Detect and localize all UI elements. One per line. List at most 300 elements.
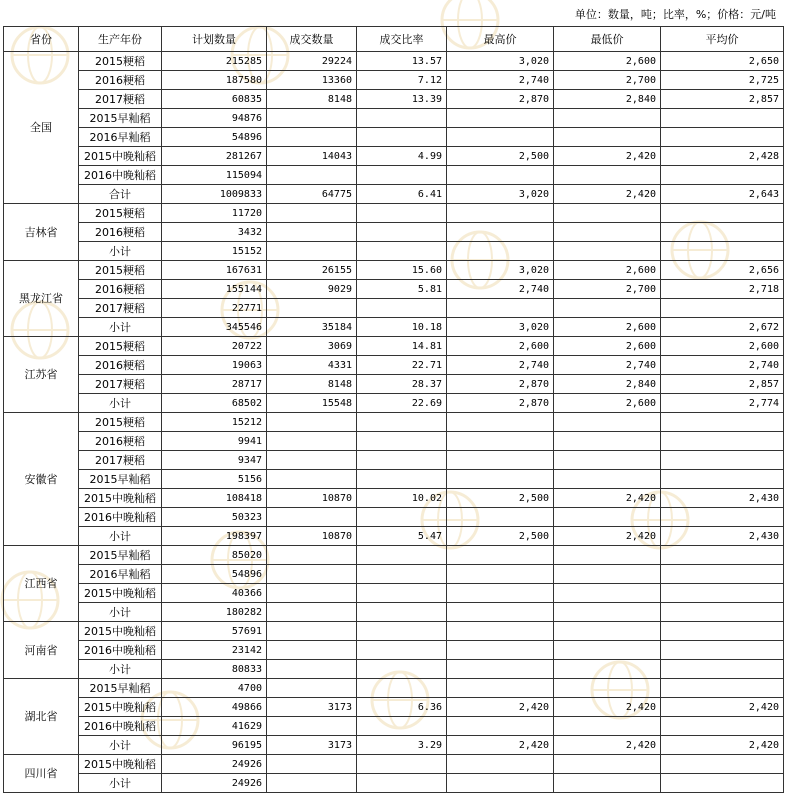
header-traded: 成交数量 (267, 27, 357, 52)
planned-cell: 15152 (162, 242, 267, 261)
min-price-cell (554, 717, 661, 736)
planned-cell: 167631 (162, 261, 267, 280)
ratio-cell: 14.81 (357, 337, 447, 356)
max-price-cell: 2,600 (447, 337, 554, 356)
traded-cell (267, 755, 357, 774)
province-cell: 吉林省 (4, 204, 79, 261)
min-price-cell: 2,840 (554, 375, 661, 394)
table-row (4, 527, 784, 546)
planned-cell: 60835 (162, 90, 267, 109)
planned-cell: 19063 (162, 356, 267, 375)
max-price-cell (447, 717, 554, 736)
table-row (4, 660, 784, 679)
min-price-cell: 2,600 (554, 52, 661, 71)
traded-cell (267, 508, 357, 527)
min-price-cell: 2,420 (554, 185, 661, 204)
table-row (4, 565, 784, 584)
min-price-cell (554, 679, 661, 698)
planned-cell: 155144 (162, 280, 267, 299)
traded-cell: 3069 (267, 337, 357, 356)
table-row (4, 185, 784, 204)
max-price-cell: 2,740 (447, 71, 554, 90)
planned-cell: 108418 (162, 489, 267, 508)
planned-cell: 40366 (162, 584, 267, 603)
province-cell: 安徽省 (4, 413, 79, 546)
traded-cell (267, 166, 357, 185)
table-row (4, 337, 784, 356)
table-row (4, 166, 784, 185)
traded-cell (267, 679, 357, 698)
avg-price-cell: 2,600 (661, 337, 784, 356)
table-row (4, 489, 784, 508)
year-cell: 2017粳稻 (79, 90, 162, 109)
min-price-cell (554, 128, 661, 147)
planned-cell: 28717 (162, 375, 267, 394)
min-price-cell (554, 755, 661, 774)
min-price-cell: 2,420 (554, 527, 661, 546)
table-row (4, 432, 784, 451)
ratio-cell: 5.81 (357, 280, 447, 299)
max-price-cell (447, 451, 554, 470)
ratio-cell (357, 432, 447, 451)
max-price-cell (447, 223, 554, 242)
avg-price-cell: 2,650 (661, 52, 784, 71)
min-price-cell: 2,600 (554, 318, 661, 337)
table-row (4, 451, 784, 470)
table-row (4, 755, 784, 774)
avg-price-cell: 2,430 (661, 489, 784, 508)
traded-cell: 29224 (267, 52, 357, 71)
ratio-cell (357, 223, 447, 242)
ratio-cell (357, 584, 447, 603)
table-header-row (4, 27, 784, 52)
avg-price-cell (661, 451, 784, 470)
table-row (4, 470, 784, 489)
max-price-cell (447, 641, 554, 660)
min-price-cell (554, 242, 661, 261)
planned-cell: 50323 (162, 508, 267, 527)
ratio-cell: 10.18 (357, 318, 447, 337)
avg-price-cell: 2,672 (661, 318, 784, 337)
table-row (4, 204, 784, 223)
planned-cell: 9347 (162, 451, 267, 470)
planned-cell: 11720 (162, 204, 267, 223)
max-price-cell (447, 413, 554, 432)
ratio-cell (357, 679, 447, 698)
max-price-cell (447, 128, 554, 147)
header-min-price: 最低价 (554, 27, 661, 52)
year-cell: 2015中晚籼稻 (79, 755, 162, 774)
max-price-cell (447, 242, 554, 261)
ratio-cell: 15.60 (357, 261, 447, 280)
ratio-cell (357, 508, 447, 527)
table-row (4, 413, 784, 432)
ratio-cell (357, 204, 447, 223)
traded-cell (267, 565, 357, 584)
max-price-cell: 2,500 (447, 527, 554, 546)
avg-price-cell (661, 223, 784, 242)
planned-cell: 49866 (162, 698, 267, 717)
avg-price-cell (661, 584, 784, 603)
ratio-cell: 7.12 (357, 71, 447, 90)
year-cell: 小计 (79, 527, 162, 546)
province-cell: 四川省 (4, 755, 79, 793)
year-cell: 2015中晚籼稻 (79, 698, 162, 717)
table-row (4, 147, 784, 166)
year-cell: 2017粳稻 (79, 375, 162, 394)
traded-cell (267, 204, 357, 223)
year-cell: 2016粳稻 (79, 223, 162, 242)
planned-cell: 15212 (162, 413, 267, 432)
table-row (4, 356, 784, 375)
min-price-cell: 2,420 (554, 147, 661, 166)
max-price-cell: 3,020 (447, 261, 554, 280)
table-row (4, 546, 784, 565)
ratio-cell (357, 109, 447, 128)
max-price-cell (447, 432, 554, 451)
max-price-cell (447, 204, 554, 223)
planned-cell: 187580 (162, 71, 267, 90)
min-price-cell (554, 470, 661, 489)
year-cell: 合计 (79, 185, 162, 204)
max-price-cell (447, 299, 554, 318)
year-cell: 2016中晚籼稻 (79, 717, 162, 736)
year-cell: 2015粳稻 (79, 413, 162, 432)
table-row (4, 71, 784, 90)
avg-price-cell (661, 204, 784, 223)
max-price-cell (447, 679, 554, 698)
ratio-cell: 3.29 (357, 736, 447, 755)
traded-cell: 10870 (267, 527, 357, 546)
table-row (4, 128, 784, 147)
avg-price-cell: 2,656 (661, 261, 784, 280)
table-row (4, 242, 784, 261)
planned-cell: 215285 (162, 52, 267, 71)
min-price-cell: 2,420 (554, 489, 661, 508)
planned-cell: 198397 (162, 527, 267, 546)
table-row (4, 109, 784, 128)
avg-price-cell: 2,420 (661, 736, 784, 755)
planned-cell: 41629 (162, 717, 267, 736)
avg-price-cell (661, 755, 784, 774)
avg-price-cell (661, 128, 784, 147)
ratio-cell (357, 717, 447, 736)
min-price-cell (554, 660, 661, 679)
planned-cell: 3432 (162, 223, 267, 242)
avg-price-cell (661, 413, 784, 432)
avg-price-cell: 2,643 (661, 185, 784, 204)
table-row (4, 641, 784, 660)
year-cell: 2015粳稻 (79, 261, 162, 280)
year-cell: 小计 (79, 736, 162, 755)
traded-cell (267, 717, 357, 736)
ratio-cell: 5.47 (357, 527, 447, 546)
header-avg-price: 平均价 (661, 27, 784, 52)
min-price-cell: 2,700 (554, 71, 661, 90)
planned-cell: 5156 (162, 470, 267, 489)
planned-cell: 68502 (162, 394, 267, 413)
year-cell: 2015粳稻 (79, 204, 162, 223)
traded-cell (267, 774, 357, 793)
ratio-cell: 10.02 (357, 489, 447, 508)
avg-price-cell (661, 603, 784, 622)
ratio-cell (357, 242, 447, 261)
avg-price-cell (661, 508, 784, 527)
avg-price-cell: 2,857 (661, 90, 784, 109)
ratio-cell: 6.41 (357, 185, 447, 204)
table-row (4, 584, 784, 603)
avg-price-cell (661, 774, 784, 793)
table-row (4, 90, 784, 109)
min-price-cell (554, 432, 661, 451)
min-price-cell: 2,700 (554, 280, 661, 299)
traded-cell (267, 603, 357, 622)
table-row (4, 622, 784, 641)
max-price-cell: 2,500 (447, 489, 554, 508)
min-price-cell (554, 641, 661, 660)
traded-cell (267, 622, 357, 641)
ratio-cell: 4.99 (357, 147, 447, 166)
traded-cell (267, 432, 357, 451)
ratio-cell (357, 622, 447, 641)
traded-cell (267, 413, 357, 432)
traded-cell (267, 546, 357, 565)
province-cell: 江西省 (4, 546, 79, 622)
traded-cell: 4331 (267, 356, 357, 375)
ratio-cell (357, 413, 447, 432)
ratio-cell: 13.39 (357, 90, 447, 109)
avg-price-cell (661, 622, 784, 641)
traded-cell: 8148 (267, 90, 357, 109)
table-body (4, 52, 784, 793)
header-province: 省份 (4, 27, 79, 52)
year-cell: 小计 (79, 603, 162, 622)
min-price-cell (554, 774, 661, 793)
traded-cell: 15548 (267, 394, 357, 413)
ratio-cell: 22.71 (357, 356, 447, 375)
avg-price-cell: 2,718 (661, 280, 784, 299)
min-price-cell (554, 565, 661, 584)
header-max-price: 最高价 (447, 27, 554, 52)
traded-cell: 26155 (267, 261, 357, 280)
max-price-cell: 2,420 (447, 736, 554, 755)
traded-cell: 64775 (267, 185, 357, 204)
unit-note: 单位：数量，吨；比率，%；价格：元/吨 (574, 8, 776, 21)
avg-price-cell (661, 546, 784, 565)
header-planned: 计划数量 (162, 27, 267, 52)
table-row (4, 280, 784, 299)
ratio-cell (357, 660, 447, 679)
max-price-cell: 2,740 (447, 280, 554, 299)
ratio-cell (357, 128, 447, 147)
province-cell: 江苏省 (4, 337, 79, 413)
planned-cell: 22771 (162, 299, 267, 318)
traded-cell (267, 451, 357, 470)
planned-cell: 180282 (162, 603, 267, 622)
min-price-cell: 2,600 (554, 337, 661, 356)
planned-cell: 24926 (162, 755, 267, 774)
table-row (4, 736, 784, 755)
avg-price-cell (661, 679, 784, 698)
traded-cell (267, 109, 357, 128)
year-cell: 2015粳稻 (79, 337, 162, 356)
year-cell: 2016粳稻 (79, 432, 162, 451)
planned-cell: 4700 (162, 679, 267, 698)
province-cell: 湖北省 (4, 679, 79, 755)
table-row (4, 375, 784, 394)
min-price-cell (554, 451, 661, 470)
planned-cell: 345546 (162, 318, 267, 337)
planned-cell: 54896 (162, 565, 267, 584)
traded-cell: 3173 (267, 698, 357, 717)
planned-cell: 57691 (162, 622, 267, 641)
year-cell: 小计 (79, 318, 162, 337)
min-price-cell (554, 166, 661, 185)
year-cell: 2015早籼稻 (79, 679, 162, 698)
table-row (4, 223, 784, 242)
ratio-cell: 22.69 (357, 394, 447, 413)
province-cell: 全国 (4, 52, 79, 204)
year-cell: 小计 (79, 242, 162, 261)
ratio-cell: 6.36 (357, 698, 447, 717)
ratio-cell: 13.57 (357, 52, 447, 71)
min-price-cell: 2,600 (554, 261, 661, 280)
planned-cell: 24926 (162, 774, 267, 793)
ratio-cell (357, 166, 447, 185)
year-cell: 2016粳稻 (79, 71, 162, 90)
ratio-cell (357, 451, 447, 470)
traded-cell: 13360 (267, 71, 357, 90)
avg-price-cell: 2,857 (661, 375, 784, 394)
traded-cell (267, 242, 357, 261)
traded-cell (267, 299, 357, 318)
min-price-cell: 2,840 (554, 90, 661, 109)
year-cell: 2015中晚籼稻 (79, 622, 162, 641)
min-price-cell: 2,420 (554, 698, 661, 717)
traded-cell (267, 223, 357, 242)
planned-cell: 9941 (162, 432, 267, 451)
avg-price-cell: 2,430 (661, 527, 784, 546)
rice-auction-table (3, 26, 784, 793)
ratio-cell (357, 641, 447, 660)
avg-price-cell (661, 641, 784, 660)
year-cell: 小计 (79, 660, 162, 679)
planned-cell: 1009833 (162, 185, 267, 204)
table-row (4, 261, 784, 280)
planned-cell: 115094 (162, 166, 267, 185)
year-cell: 小计 (79, 774, 162, 793)
year-cell: 2015早籼稻 (79, 109, 162, 128)
avg-price-cell: 2,420 (661, 698, 784, 717)
max-price-cell: 3,020 (447, 318, 554, 337)
ratio-cell (357, 565, 447, 584)
min-price-cell (554, 603, 661, 622)
avg-price-cell (661, 109, 784, 128)
year-cell: 2016早籼稻 (79, 565, 162, 584)
planned-cell: 80833 (162, 660, 267, 679)
table-row (4, 508, 784, 527)
planned-cell: 20722 (162, 337, 267, 356)
max-price-cell: 2,870 (447, 90, 554, 109)
planned-cell: 85020 (162, 546, 267, 565)
min-price-cell: 2,420 (554, 736, 661, 755)
table-row (4, 603, 784, 622)
year-cell: 2016中晚籼稻 (79, 641, 162, 660)
max-price-cell (447, 470, 554, 489)
year-cell: 2017粳稻 (79, 451, 162, 470)
max-price-cell (447, 660, 554, 679)
min-price-cell (554, 109, 661, 128)
ratio-cell: 28.37 (357, 375, 447, 394)
traded-cell: 9029 (267, 280, 357, 299)
avg-price-cell: 2,725 (661, 71, 784, 90)
traded-cell: 14043 (267, 147, 357, 166)
ratio-cell (357, 546, 447, 565)
max-price-cell: 2,870 (447, 394, 554, 413)
table-row (4, 679, 784, 698)
max-price-cell (447, 508, 554, 527)
min-price-cell: 2,740 (554, 356, 661, 375)
year-cell: 2016中晚籼稻 (79, 508, 162, 527)
year-cell: 2017粳稻 (79, 299, 162, 318)
ratio-cell (357, 299, 447, 318)
max-price-cell (447, 166, 554, 185)
traded-cell (267, 641, 357, 660)
traded-cell (267, 128, 357, 147)
traded-cell (267, 660, 357, 679)
ratio-cell (357, 774, 447, 793)
year-cell: 2015粳稻 (79, 52, 162, 71)
ratio-cell (357, 470, 447, 489)
planned-cell: 281267 (162, 147, 267, 166)
traded-cell: 35184 (267, 318, 357, 337)
max-price-cell (447, 774, 554, 793)
max-price-cell (447, 622, 554, 641)
avg-price-cell (661, 565, 784, 584)
traded-cell: 3173 (267, 736, 357, 755)
max-price-cell: 2,740 (447, 356, 554, 375)
year-cell: 2015早籼稻 (79, 546, 162, 565)
max-price-cell: 2,420 (447, 698, 554, 717)
year-cell: 2015中晚籼稻 (79, 489, 162, 508)
table-row (4, 717, 784, 736)
year-cell: 2016早籼稻 (79, 128, 162, 147)
min-price-cell (554, 204, 661, 223)
min-price-cell: 2,600 (554, 394, 661, 413)
max-price-cell: 2,870 (447, 375, 554, 394)
max-price-cell (447, 603, 554, 622)
min-price-cell (554, 299, 661, 318)
table-row (4, 394, 784, 413)
table-row (4, 774, 784, 793)
min-price-cell (554, 413, 661, 432)
table-row (4, 698, 784, 717)
ratio-cell (357, 603, 447, 622)
table-row (4, 52, 784, 71)
max-price-cell (447, 546, 554, 565)
traded-cell: 8148 (267, 375, 357, 394)
min-price-cell (554, 584, 661, 603)
max-price-cell (447, 565, 554, 584)
min-price-cell (554, 223, 661, 242)
avg-price-cell: 2,774 (661, 394, 784, 413)
min-price-cell (554, 508, 661, 527)
traded-cell: 10870 (267, 489, 357, 508)
year-cell: 2016粳稻 (79, 356, 162, 375)
max-price-cell (447, 584, 554, 603)
table-row (4, 299, 784, 318)
avg-price-cell: 2,428 (661, 147, 784, 166)
